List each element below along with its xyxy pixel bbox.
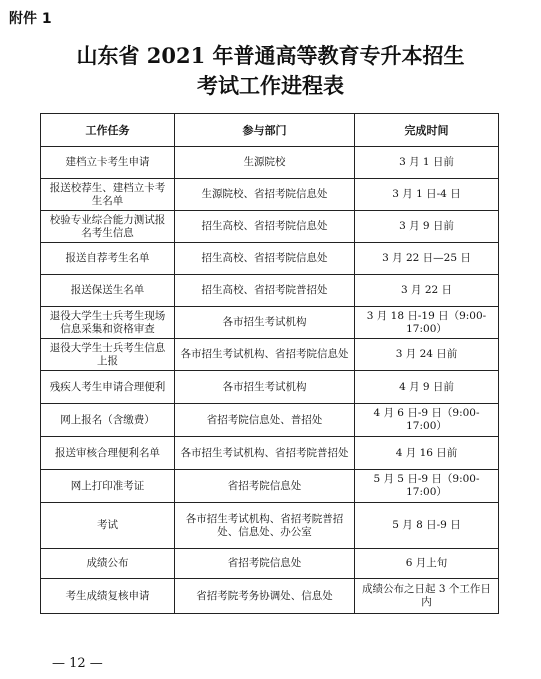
- cell-dept: 省招考院信息处、普招处: [175, 404, 355, 437]
- cell-dept: 各市招生考试机构、省招考院普招处、信息处、办公室: [175, 503, 355, 549]
- table-row: [41, 549, 499, 579]
- cell-dept: 各市招生考试机构: [175, 371, 355, 404]
- table-row: [41, 147, 499, 179]
- cell-time: 3 月 22 日—25 日: [355, 243, 499, 275]
- table-row: [41, 470, 499, 503]
- cell-time: 3 月 1 日前: [355, 147, 499, 179]
- cell-task: 残疾人考生申请合理便利: [41, 371, 175, 404]
- cell-task: 考试: [41, 503, 175, 549]
- cell-time: 3 月 24 日前: [355, 339, 499, 371]
- cell-dept: 招生高校、省招考院信息处: [175, 243, 355, 275]
- cell-task: 报送自荐考生名单: [41, 243, 175, 275]
- cell-task: 网上打印准考证: [41, 470, 175, 503]
- cell-time: 成绩公布之日起 3 个工作日内: [355, 579, 499, 614]
- page-number: — 12 —: [52, 656, 103, 671]
- cell-dept: 各市招生考试机构、省招考院信息处: [175, 339, 355, 371]
- table-row: [41, 371, 499, 404]
- cell-task: 建档立卡考生申请: [41, 147, 175, 179]
- cell-task: 报送保送生名单: [41, 275, 175, 307]
- table-row: [41, 307, 499, 339]
- cell-dept: 省招考院考务协调处、信息处: [175, 579, 355, 614]
- cell-dept: 招生高校、省招考院信息处: [175, 211, 355, 243]
- table-row: [41, 437, 499, 470]
- cell-task: 报送校荐生、建档立卡考生名单: [41, 179, 175, 211]
- cell-dept: 招生高校、省招考院普招处: [175, 275, 355, 307]
- cell-task: 退役大学生士兵考生信息上报: [41, 339, 175, 371]
- cell-dept: 省招考院信息处: [175, 549, 355, 579]
- cell-task: 网上报名（含缴费）: [41, 404, 175, 437]
- column-header-time: 完成时间: [355, 114, 499, 147]
- column-header-task: 工作任务: [41, 114, 175, 147]
- cell-dept: 生源院校: [175, 147, 355, 179]
- cell-time: 4 月 9 日前: [355, 371, 499, 404]
- cell-time: 3 月 1 日-4 日: [355, 179, 499, 211]
- cell-time: 3 月 18 日-19 日（9:00-17:00）: [355, 307, 499, 339]
- table-row: [41, 503, 499, 549]
- attachment-label: 附件 1: [9, 11, 52, 27]
- table-row: [41, 339, 499, 371]
- table-row: [41, 579, 499, 614]
- table-row: [41, 179, 499, 211]
- table-row: [41, 404, 499, 437]
- cell-time: 6 月上旬: [355, 549, 499, 579]
- cell-time: 3 月 22 日: [355, 275, 499, 307]
- cell-dept: 各市招生考试机构、省招考院普招处: [175, 437, 355, 470]
- cell-time: 3 月 9 日前: [355, 211, 499, 243]
- cell-time: 5 月 8 日-9 日: [355, 503, 499, 549]
- table-row: [41, 243, 499, 275]
- cell-dept: 省招考院信息处: [175, 470, 355, 503]
- cell-time: 4 月 16 日前: [355, 437, 499, 470]
- table-row: [41, 275, 499, 307]
- cell-task: 校验专业综合能力测试报名考生信息: [41, 211, 175, 243]
- cell-task: 退役大学生士兵考生现场信息采集和资格审查: [41, 307, 175, 339]
- cell-time: 4 月 6 日-9 日（9:00-17:00）: [355, 404, 499, 437]
- page-title-line2: 考试工作进程表: [197, 73, 344, 98]
- schedule-table: [40, 113, 499, 614]
- cell-task: 考生成绩复核申请: [41, 579, 175, 614]
- page-title-line1: 山东省 2021 年普通高等教育专升本招生: [76, 43, 465, 68]
- column-header-dept: 参与部门: [175, 114, 355, 147]
- table-header-row: [41, 114, 499, 147]
- cell-dept: 各市招生考试机构: [175, 307, 355, 339]
- cell-task: 成绩公布: [41, 549, 175, 579]
- cell-dept: 生源院校、省招考院信息处: [175, 179, 355, 211]
- cell-time: 5 月 5 日-9 日（9:00-17:00）: [355, 470, 499, 503]
- cell-task: 报送审核合理便利名单: [41, 437, 175, 470]
- table-row: [41, 211, 499, 243]
